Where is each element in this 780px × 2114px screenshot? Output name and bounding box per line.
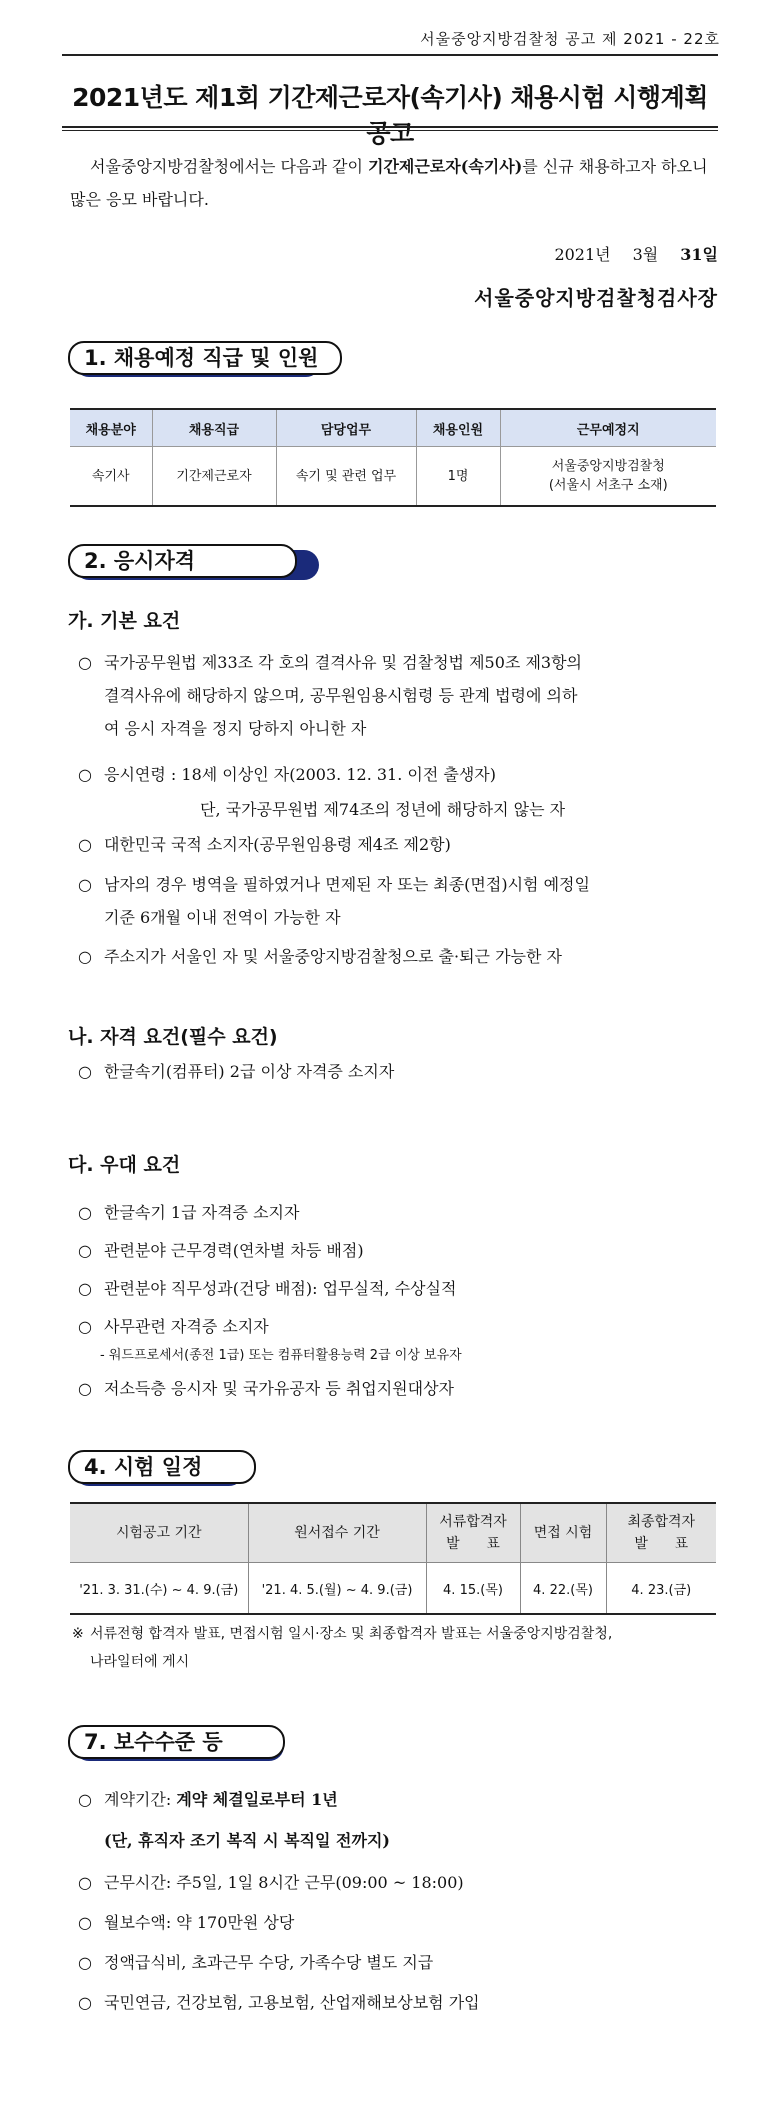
intro-bold: 기간제근로자(속기사) [368,157,523,176]
list-item [78,1906,716,1939]
subsection-b-title: 나. 자격 요건(필수 요건) [68,1026,278,1048]
section2-title: 2. 응시자격 [68,544,297,578]
note-text: 서류전형 합격자 발표, 면접시험 일시·장소 및 최종합격자 발표는 서울중앙지방검찰청, [90,1626,613,1642]
item-text: 근무시간: 주5일, 1일 8시간 근무(09:00 ~ 18:00) [104,1873,464,1892]
bullet-icon: ○ [78,1379,92,1398]
list-item [78,940,716,973]
bullet-icon: ○ [78,1279,92,1298]
list-item [78,1272,716,1305]
intro-paragraph [70,150,718,216]
section7-title: 7. 보수수준 등 [68,1725,285,1759]
position-table [70,408,716,507]
bullet-icon: ○ [78,835,92,854]
age-exception: 단, 국가공무원법 제74조의 정년에 해당하지 않는 자 [200,800,566,819]
bullet-icon: ○ [78,1062,92,1081]
list-item [78,1986,716,2019]
col-header: 근무예정지 [500,409,716,447]
item-text-bold: 계약 체결일로부터 1년 [176,1790,338,1809]
date-day: 31일 [680,245,718,264]
subsection-c-title: 다. 우대 요건 [68,1154,181,1176]
list-item [78,1055,716,1088]
list-item [78,758,716,791]
table-row [70,447,716,507]
document-title: 2021년도 제1회 기간제근로자(속기사) 채용시험 시행계획 공고 [72,83,708,148]
list-item [78,1783,716,1857]
section4-title: 4. 시험 일정 [68,1450,256,1484]
header-line: 발 표 [446,1536,500,1552]
item-text: 정액급식비, 초과근무 수당, 가족수당 별도 지급 [104,1953,434,1972]
schedule-table [70,1502,716,1615]
schedule-note [72,1620,718,1676]
title-rule [62,126,718,128]
list-item [78,1234,716,1267]
bullet-icon: ○ [78,1993,92,2012]
bullet-icon: ○ [78,947,92,966]
list-item [78,868,716,934]
table-cell: 4. 22.(목) [520,1563,606,1615]
bullet-icon: ○ [78,1873,92,1892]
item-text: 기준 6개월 이내 전역이 가능한 자 [104,908,341,927]
item-text: 국민연금, 건강보험, 고용보험, 산업재해보상보험 가입 [104,1993,480,2012]
top-rule [62,54,718,56]
bullet-icon: ○ [78,653,92,672]
title-rule-thin [62,130,718,131]
item-text: 결격사유에 해당하지 않으며, 공무원임용시험령 등 관계 법령에 의하 [104,686,578,705]
table-cell: 속기 및 관련 업무 [276,447,416,507]
table-cell: 속기사 [70,447,152,507]
section1-title: 1. 채용예정 직급 및 인원 [68,341,342,375]
item-text: 국가공무원법 제33조 각 호의 결격사유 및 검찰청법 제50조 제3항의 [104,653,582,672]
certificate-detail: - 워드프로세서(종전 1급) 또는 컴퓨터활용능력 2급 이상 보유자 [100,1348,462,1363]
item-text: 관련분야 직무성과(건당 배점): 업무실적, 수상실적 [104,1279,457,1298]
header-line: 발 표 [634,1536,689,1552]
table-cell: 1명 [416,447,500,507]
bullet-icon: ○ [78,1913,92,1932]
table-cell: '21. 4. 5.(월) ~ 4. 9.(금) [248,1563,426,1615]
list-item [78,1866,716,1899]
list-item [78,646,716,745]
list-item [78,1196,716,1229]
notice-number: 서울중앙지방검찰청 공고 제 2021 - 22호 [420,30,720,48]
bullet-icon: ○ [78,1241,92,1260]
item-text: 한글속기(컴퓨터) 2급 이상 자격증 소지자 [104,1062,395,1081]
col-header [426,1503,520,1563]
col-header: 원서접수 기간 [248,1503,426,1563]
item-text: 남자의 경우 병역을 필하였거나 면제된 자 또는 최종(면접)시험 예정일 [104,875,590,894]
workplace-line1: 서울중앙지방검찰청 [551,459,665,474]
item-text: 관련분야 근무경력(연차별 차등 배점) [104,1241,364,1260]
intro-text-2: 를 신규 채용하고자 하오니 많은 응모 바랍니다. [70,157,708,209]
table-cell: '21. 3. 31.(수) ~ 4. 9.(금) [70,1563,248,1615]
item-text: 한글속기 1급 자격증 소지자 [104,1203,300,1222]
item-text: 월보수액: 약 170만원 상당 [104,1913,295,1932]
table-header-row [70,409,716,447]
item-text-bold: (단, 휴직자 조기 복직 시 복직일 전까지) [104,1831,390,1850]
note-text: 나라일터에 게시 [90,1654,190,1670]
col-header [606,1503,716,1563]
table-row [70,1563,716,1615]
intro-text-1: 서울중앙지방검찰청에서는 다음과 같이 [90,157,369,176]
notice-date [532,242,718,265]
table-cell [500,447,716,507]
date-month: 3월 [632,245,659,264]
subsection-a-title: 가. 기본 요건 [68,610,181,632]
header-line: 서류합격자 [439,1514,507,1530]
item-text: 계약기간: [104,1790,177,1809]
bullet-icon: ○ [78,765,92,784]
bullet-icon: ○ [78,1317,92,1336]
note-mark: ※ [72,1626,84,1642]
list-item [78,1946,716,1979]
item-text: 여 응시 자격을 정지 당하지 아니한 자 [104,719,367,738]
table-header-row [70,1503,716,1563]
table-cell: 4. 23.(금) [606,1563,716,1615]
item-text: 저소득층 응시자 및 국가유공자 등 취업지원대상자 [104,1379,455,1398]
item-text: 응시연령 : 18세 이상인 자(2003. 12. 31. 이전 출생자) [104,765,497,784]
col-header: 채용직급 [152,409,276,447]
table-cell: 4. 15.(목) [426,1563,520,1615]
col-header: 시험공고 기간 [70,1503,248,1563]
col-header: 채용인원 [416,409,500,447]
list-item [78,1310,716,1343]
col-header: 담당업무 [276,409,416,447]
date-year: 2021년 [554,245,611,264]
workplace-line2: (서울시 서초구 소재) [548,478,668,493]
item-text: 주소지가 서울인 자 및 서울중앙지방검찰청으로 출·퇴근 가능한 자 [104,947,563,966]
list-item [78,828,716,861]
bullet-icon: ○ [78,875,92,894]
header-line: 최종합격자 [627,1514,696,1530]
item-text: 사무관련 자격증 소지자 [104,1317,269,1336]
signer: 서울중앙지방검찰청검사장 [474,286,718,310]
item-text: 대한민국 국적 소지자(공무원임용령 제4조 제2항) [104,835,451,854]
list-item [78,1372,716,1405]
bullet-icon: ○ [78,1953,92,1972]
bullet-icon: ○ [78,1790,92,1809]
table-cell: 기간제근로자 [152,447,276,507]
col-header: 면접 시험 [520,1503,606,1563]
bullet-icon: ○ [78,1203,92,1222]
col-header: 채용분야 [70,409,152,447]
